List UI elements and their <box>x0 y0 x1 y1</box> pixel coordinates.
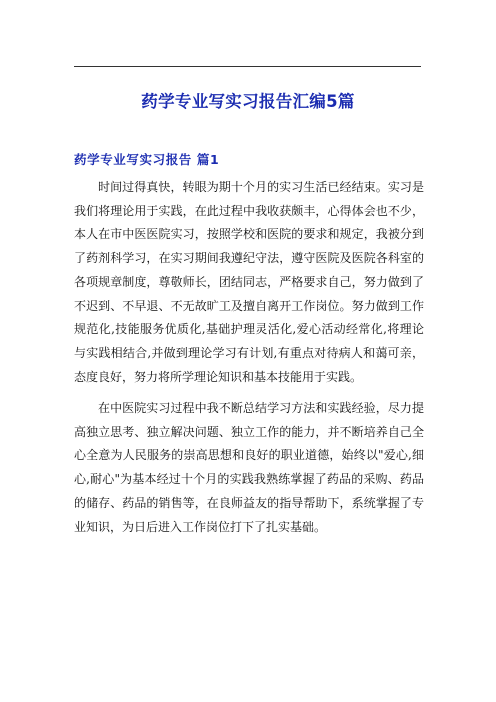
body-paragraph-1: 时间过得真快，转眼为期十个月的实习生活已经结束。实习是我们将理论用于实践，在此过程中我收获颇丰，心得体会也不少，本人在市中医医院实习，按照学校和医院的要求和规定，我被分到了药剂科学习，在实习期间我遵纪守法，遵守医院及医院各科室的各项规章制度，尊敬师长，团结同志，严格要求自己，努力做到了不迟到、不早退、不无故旷工及擅自离开工作岗位。努力做到工作规范化,技能服务优质化,基础护理灵活化,爱心活动经常化,将理论与实践相结合,并做到理论学习有计划,有重点对待病人和蔼可亲，态度良好，努力将所学理论知识和基本技能用于实践。 <box>74 180 424 384</box>
document-title: 药学专业写实习报告汇编5篇 <box>141 92 355 111</box>
body-paragraph-2: 在中医院实习过程中我不断总结学习方法和实践经验，尽力提高独立思考、独立解决问题、独立工作的能力，并不断培养自己全心全意为人民服务的崇高思想和良好的职业道德，始终以"爱心,细心,耐心"为基本经过十个月的实践我熟练掌握了药品的采购、药品的储存、药品的销售等，在良师益友的指导帮助下，系统掌握了专业知识，为日后进入工作岗位打下了扎实基础。 <box>74 401 424 534</box>
section-heading: 药学专业写实习报告 篇1 <box>74 152 220 167</box>
header-rule <box>74 66 421 67</box>
